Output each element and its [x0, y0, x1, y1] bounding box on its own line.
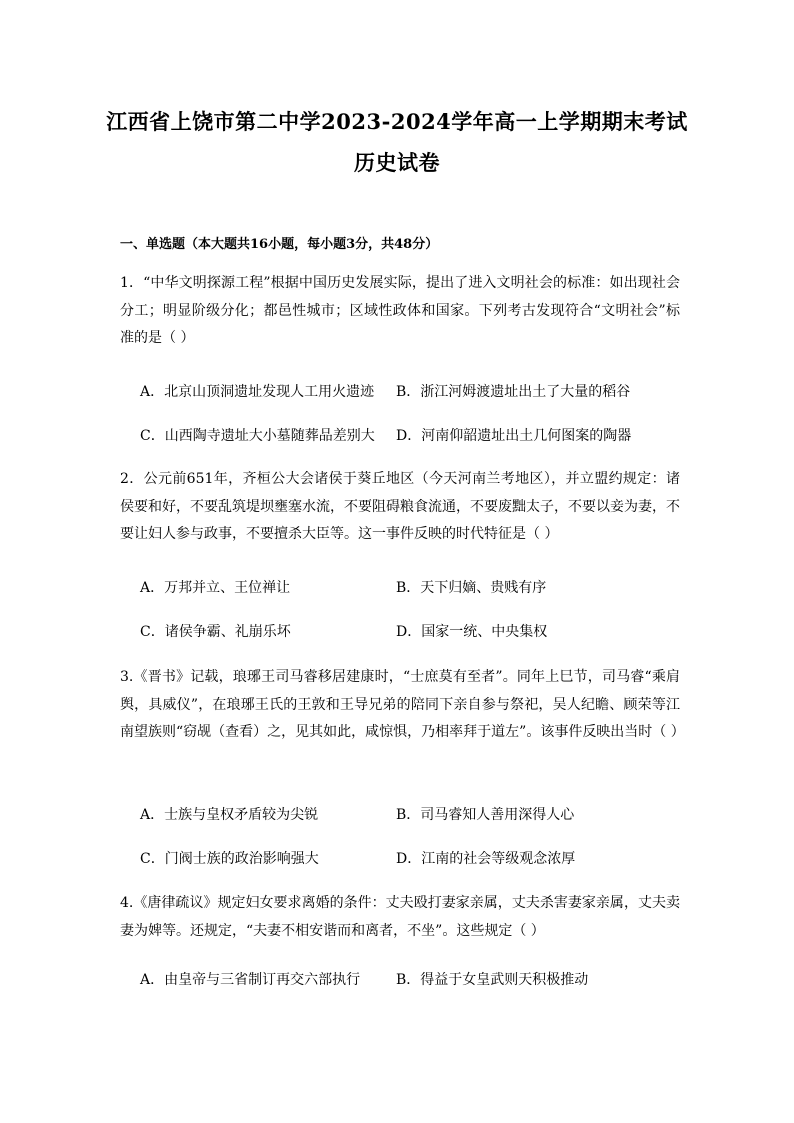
question-2-option-c: C．诸侯争霸、礼崩乐坏	[140, 624, 291, 640]
question-1-option-a: A．北京山顶洞遗址发现人工用火遗迹	[140, 384, 375, 400]
exam-subject-title: 历史试卷	[354, 150, 440, 175]
question-4-option-a: A．由皇帝与三省制订再交六部执行	[140, 972, 361, 988]
question-3-option-d: D．江南的社会等级观念浓厚	[396, 851, 576, 867]
question-1-option-b: B．浙江河姆渡遗址出土了大量的稻谷	[396, 384, 631, 400]
question-1-option-c: C．山西陶寺遗址大小墓随葬品差别大	[140, 428, 375, 444]
question-1-option-d: D．河南仰韶遗址出土几何图案的陶器	[396, 428, 632, 444]
question-2-stem: 2．公元前651年，齐桓公大会诸侯于葵丘地区（今天河南兰考地区），并立盟约规定：诸侯要和好，不要乱筑堤坝壅塞水流，不要阻碍粮食流通，不要废黜太子，不要以妾为妻，不要让妇人参与政事，不要擅杀大臣等。这一事件反映的时代特征是（ ）	[120, 471, 680, 542]
question-3-option-c: C．门阀士族的政治影响强大	[140, 851, 319, 867]
question-2-option-d: D．国家一统、中央集权	[396, 624, 548, 640]
question-2-option-a: A．万邦并立、王位禅让	[140, 580, 291, 596]
question-3-option-a: A．士族与皇权矛盾较为尖锐	[140, 807, 319, 823]
question-3-option-b: B．司马睿知人善用深得人心	[396, 807, 575, 823]
question-3-stem: 3.《晋书》记载，琅琊王司马睿移居建康时，“士庶莫有至者”。同年上巳节，司马睿“乘肩舆，具威仪”，在琅琊王氏的王敦和王导兄弟的陪同下亲自参与祭祀，吴人纪瞻、顾荣等江南望族则“窃觇（查看）之，见其如此，咸惊惧，乃相率拜于道左”。该事件反映出当时（ ）	[120, 669, 685, 740]
question-4-stem: 4.《唐律疏议》规定妇女要求离婚的条件：丈夫殴打妻家亲属，丈夫杀害妻家亲属，丈夫卖妻为婢等。还规定，“夫妻不相安谐而和离者，不坐”。这些规定（ ）	[120, 895, 680, 939]
question-4-option-b: B．得益于女皇武则天积极推动	[396, 972, 589, 988]
section-header: 一、单选题（本大题共16小题，每小题3分，共48分）	[120, 237, 439, 252]
exam-title: 江西省上饶市第二中学2023-2024学年高一上学期期末考试	[106, 109, 688, 134]
question-1-stem: 1．“中华文明探源工程”根据中国历史发展实际，提出了进入文明社会的标准：如出现社会分工；明显阶级分化；都邑性城市；区域性政体和国家。下列考古发现符合“文明社会”标准的是（ ）	[120, 275, 680, 346]
question-2-option-b: B．天下归嫡、贵贱有序	[396, 580, 547, 596]
